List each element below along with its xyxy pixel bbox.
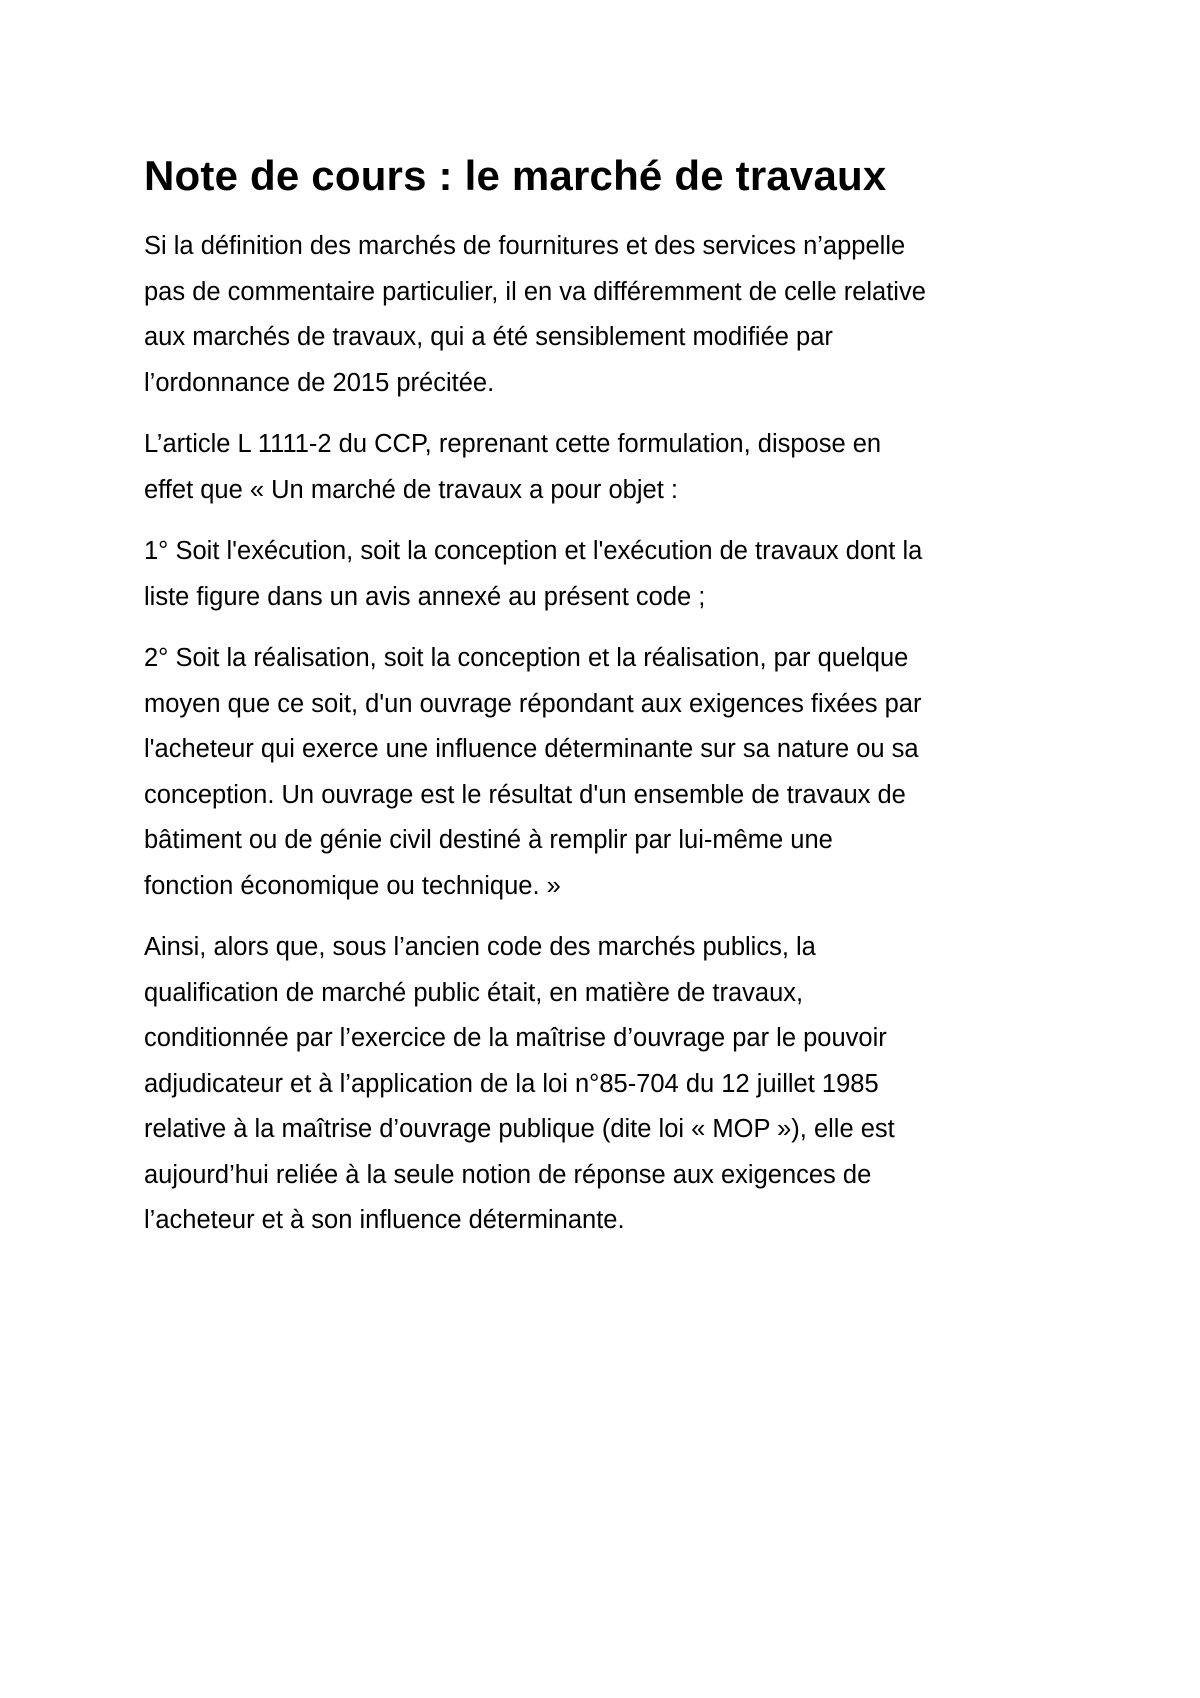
text-line: 2° Soit la réalisation, soit la conception et la réalisation, par quelque bbox=[144, 644, 909, 672]
text-line: conception. Un ouvrage est le résultat d'un ensemble de travaux de bbox=[144, 780, 906, 809]
paragraph-4 bbox=[144, 636, 1074, 909]
text-line: effet que « Un marché de travaux a pour objet : bbox=[144, 475, 678, 504]
text-line: aujourd’hui reliée à la seule notion de réponse aux exigences de bbox=[144, 1160, 872, 1189]
text-line: L’article L 1111-2 du CCP, reprenant cette formulation, dispose en bbox=[144, 430, 882, 458]
page-title: Note de cours : le marché de travaux bbox=[144, 152, 887, 199]
text-line: liste figure dans un avis annexé au présent code ; bbox=[144, 582, 706, 611]
text-line: l'acheteur qui exerce une influence déterminante sur sa nature ou sa bbox=[144, 735, 919, 763]
text-line: l’acheteur et à son influence déterminante. bbox=[144, 1206, 625, 1234]
paragraph-2 bbox=[144, 422, 1074, 513]
paragraph-3 bbox=[144, 529, 1074, 620]
text-line: fonction économique ou technique. » bbox=[144, 871, 561, 900]
document-content bbox=[144, 150, 1074, 1260]
text-line: l’ordonnance de 2015 précitée. bbox=[144, 368, 495, 397]
text-line: conditionnée par l’exercice de la maîtrise d’ouvrage par le pouvoir bbox=[144, 1024, 887, 1052]
paragraph-1 bbox=[144, 224, 1074, 406]
text-line: relative à la maîtrise d’ouvrage publique (dite loi « MOP »), elle est bbox=[144, 1115, 895, 1143]
text-line: pas de commentaire particulier, il en va différemment de celle relative bbox=[144, 277, 926, 306]
text-line: aux marchés de travaux, qui a été sensiblement modifiée par bbox=[144, 323, 833, 351]
text-line: bâtiment ou de génie civil destiné à remplir par lui-même une bbox=[144, 826, 833, 854]
text-line: qualification de marché public était, en matière de travaux, bbox=[144, 978, 804, 1007]
text-line: Si la définition des marchés de fournitures et des services n’appelle bbox=[144, 232, 906, 260]
text-line: 1° Soit l'exécution, soit la conception et l'exécution de travaux dont la bbox=[144, 537, 923, 565]
paragraph-5 bbox=[144, 925, 1074, 1244]
text-line: moyen que ce soit, d'un ouvrage répondant aux exigences fixées par bbox=[144, 689, 922, 718]
text-line: Ainsi, alors que, sous l’ancien code des marchés publics, la bbox=[144, 933, 816, 961]
text-line: adjudicateur et à l’application de la loi n°85-704 du 12 juillet 1985 bbox=[144, 1069, 879, 1098]
